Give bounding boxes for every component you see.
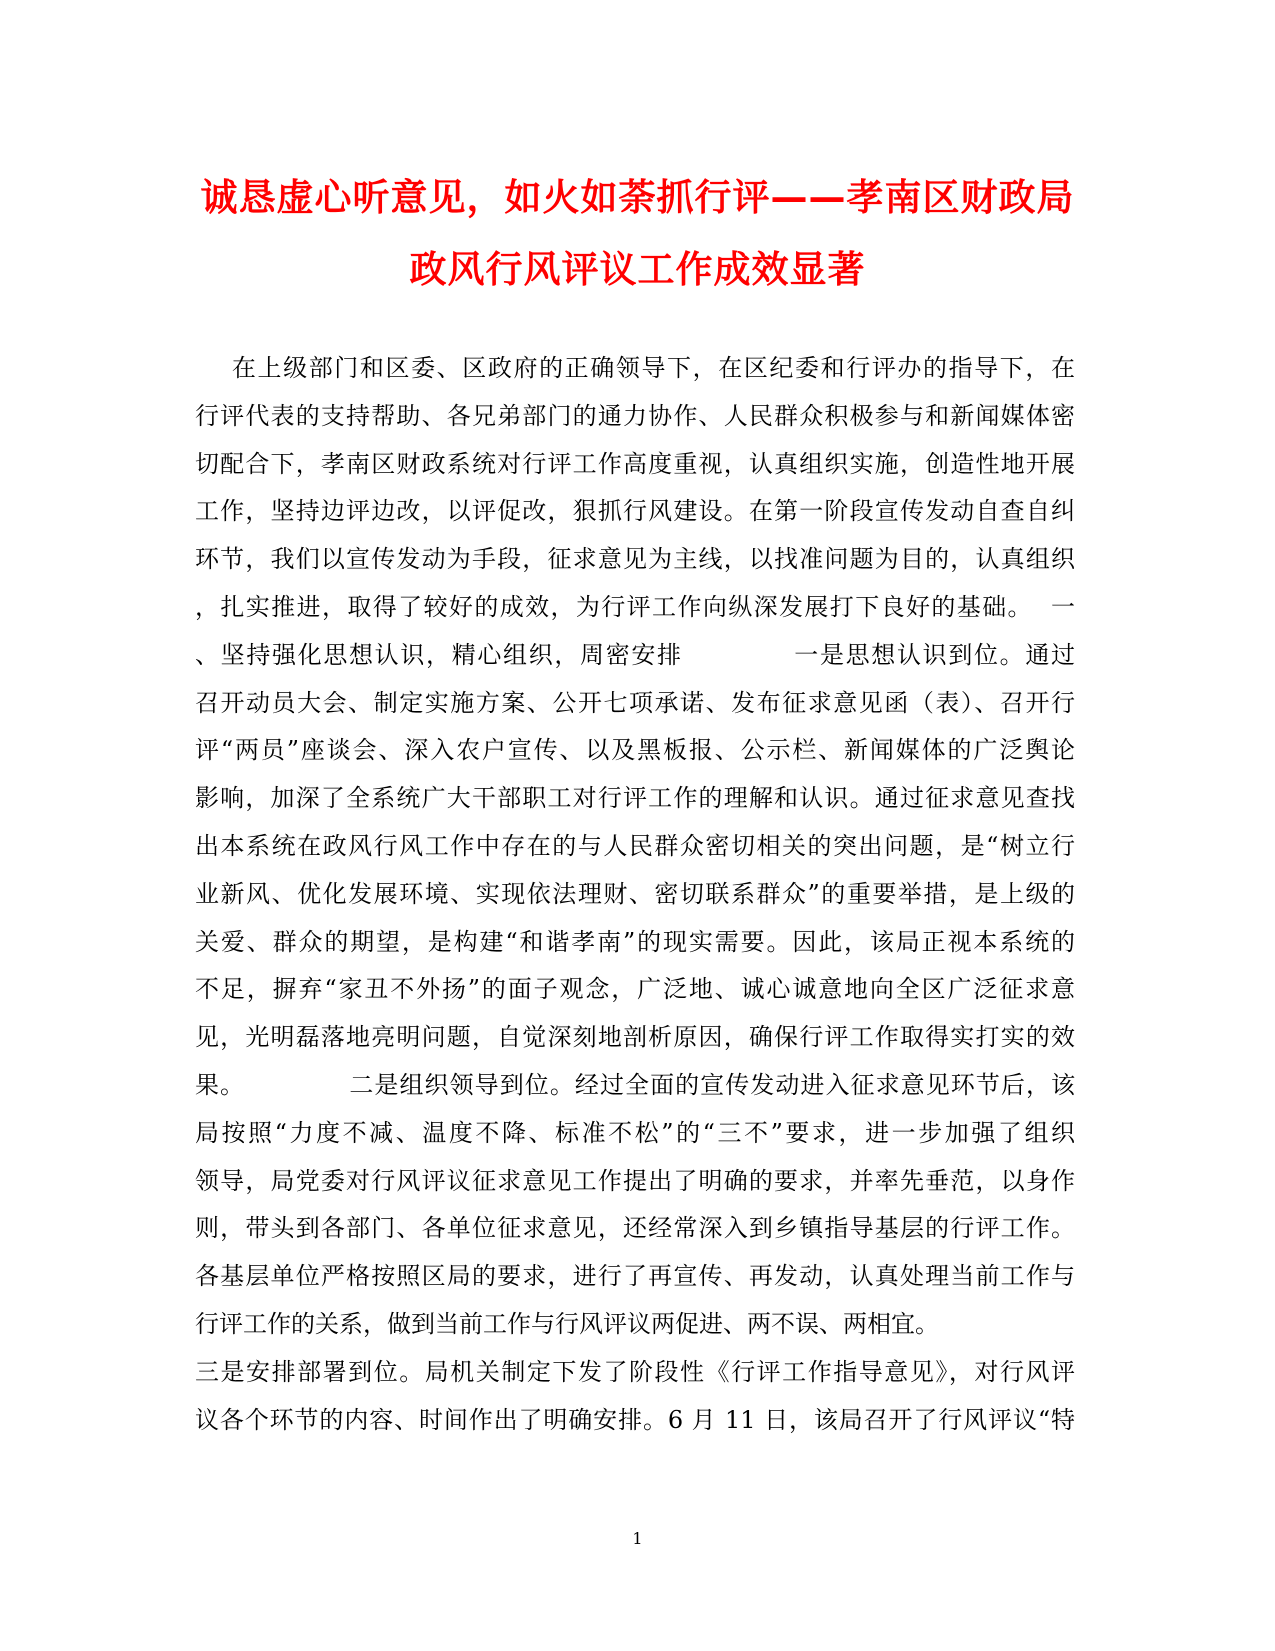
body-line: 果。 二是组织领导到位。经过全面的宣传发动进入征求意见环节后，该: [195, 1070, 1075, 1099]
body-line: 行评代表的支持帮助、各兄弟部门的通力协作、人民群众积极参与和新闻媒体密: [195, 401, 1075, 430]
body-line: 出本系统在政风行风工作中存在的与人民群众密切相关的突出问题，是“树立行: [195, 831, 1075, 860]
body-line: 三是安排部署到位。局机关制定下发了阶段性《行评工作指导意见》，对行风评: [195, 1357, 1075, 1386]
body-line: 议各个环节的内容、时间作出了明确安排。6 月 11 日，该局召开了行风评议“特: [195, 1405, 1075, 1434]
body-line: 则，带头到各部门、各单位征求意见，还经常深入到乡镇指导基层的行评工作。: [195, 1214, 1075, 1243]
body-line: 、坚持强化思想认识，精心组织，周密安排 一是思想认识到位。通过: [195, 640, 1075, 669]
body-line: 切配合下，孝南区财政系统对行评工作高度重视，认真组织实施，创造性地开展: [195, 449, 1075, 478]
body-line: 工作，坚持边评边改，以评促改，狠抓行风建设。在第一阶段宣传发动自查自纠: [195, 497, 1075, 526]
body-line: 环节，我们以宣传发动为手段，征求意见为主线，以找准问题为目的，认真组织: [195, 545, 1075, 574]
body-line: 局按照“力度不减、温度不降、标准不松”的“三不”要求，进一步加强了组织: [195, 1118, 1075, 1147]
body-line: 行评工作的关系，做到当前工作与行风评议两促进、两不误、两相宜。: [195, 1309, 939, 1338]
body-line: ，扎实推进，取得了较好的成效，为行评工作向纵深发展打下良好的基础。 一: [195, 592, 1075, 621]
body-line: 见，光明磊落地亮明问题，自觉深刻地剖析原因，确保行评工作取得实打实的效: [195, 1023, 1075, 1052]
body-line: 领导，局党委对行风评议征求意见工作提出了明确的要求，并率先垂范，以身作: [195, 1166, 1075, 1195]
body-line: 不足，摒弃“家丑不外扬”的面子观念，广泛地、诚心诚意地向全区广泛征求意: [195, 975, 1075, 1004]
body-line: 影响，加深了全系统广大干部职工对行评工作的理解和认识。通过征求意见查找: [195, 784, 1075, 813]
body-line: 在上级部门和区委、区政府的正确领导下，在区纪委和行评办的指导下，在: [195, 354, 1075, 382]
title-line-1: 诚恳虚心听意见，如火如荼抓行评——孝南区财政局: [200, 176, 1075, 219]
document-title: [150, 162, 1125, 306]
page-number: 1: [632, 1529, 643, 1548]
body-line: 召开动员大会、制定实施方案、公开七项承诺、发布征求意见函（表）、召开行: [195, 688, 1075, 717]
body-line: 评“两员”座谈会、深入农户宣传、以及黑板报、公示栏、新闻媒体的广泛舆论: [195, 736, 1075, 765]
body-line: 业新风、优化发展环境、实现依法理财、密切联系群众”的重要举措，是上级的: [195, 879, 1075, 908]
title-line-2: 政风行风评议工作成效显著: [409, 248, 866, 291]
body-line: 各基层单位严格按照区局的要求，进行了再宣传、再发动，认真处理当前工作与: [195, 1262, 1075, 1291]
document-body: [195, 345, 1075, 1444]
body-line: 关爱、群众的期望，是构建“和谐孝南”的现实需要。因此，该局正视本系统的: [195, 927, 1075, 956]
